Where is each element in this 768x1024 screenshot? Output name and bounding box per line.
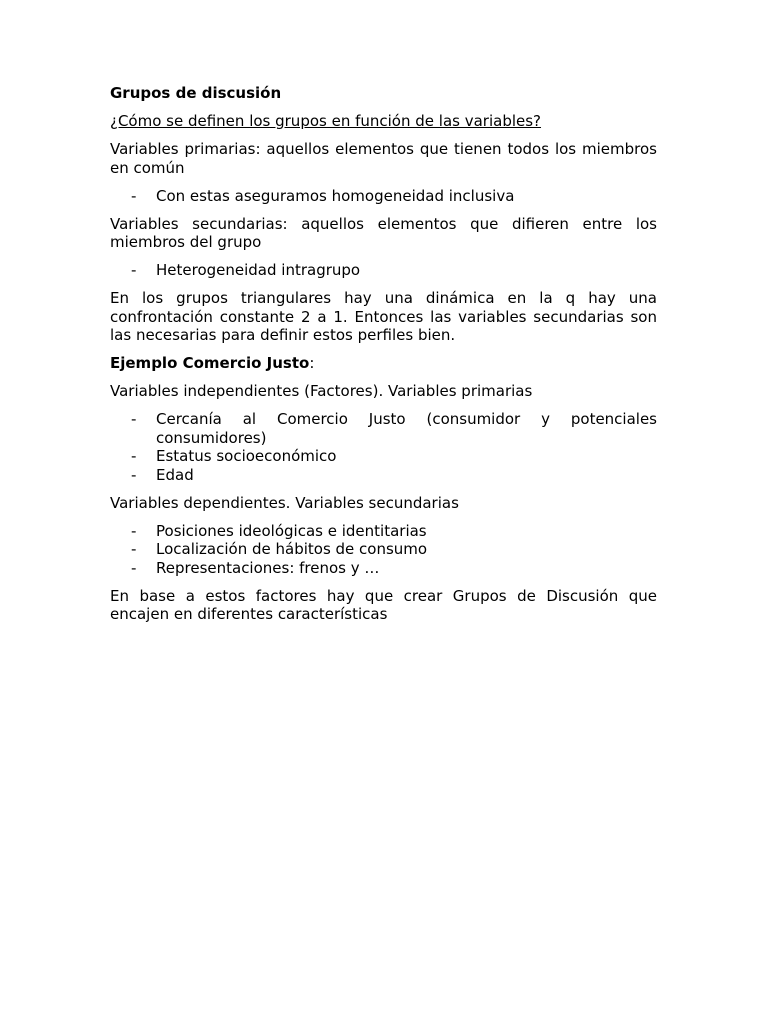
list-item [110, 522, 657, 541]
list-independientes [110, 410, 657, 484]
list-item-text: Cercanía al Comercio Justo (consumidor y potenciales consumidores) [156, 410, 657, 447]
section-question: ¿Cómo se definen los grupos en función de las variables? [110, 112, 542, 130]
dash-bullet: - [131, 410, 137, 428]
dash-bullet: - [131, 521, 137, 540]
list-secundarias [110, 261, 657, 280]
dash-bullet: - [131, 261, 137, 279]
dash-bullet: - [131, 465, 137, 484]
paragraph-variables-secundarias: Variables secundarias: aquellos elementos que difieren entre los miembros del grupo [110, 214, 657, 251]
ejemplo-heading [110, 354, 657, 373]
list-item [110, 410, 657, 447]
list-item [110, 559, 657, 578]
list-item-text: Con estas aseguramos homogeneidad inclusiva [156, 186, 515, 205]
list-item-text: Edad [156, 465, 194, 484]
list-item [110, 261, 657, 280]
list-item-text: Posiciones ideológicas e identitarias [156, 521, 427, 540]
paragraph-variables-primarias: Variables primarias: aquellos elementos que tienen todos los miembros en común [110, 140, 657, 177]
dash-bullet: - [131, 540, 137, 558]
document-page [110, 84, 657, 633]
paragraph-variables-independientes: Variables independientes (Factores). Variables primarias [110, 382, 533, 400]
list-item [110, 447, 657, 466]
paragraph-grupos-triangulares: En los grupos triangulares hay una dinámica en la q hay una confrontación constante 2 a 1. Entonces las variables secundarias son las necesarias para definir estos perfiles bien. [110, 289, 657, 344]
list-item [110, 187, 657, 206]
list-item-text: Representaciones: frenos y … [156, 558, 380, 577]
list-primarias [110, 187, 657, 206]
dash-bullet: - [131, 447, 137, 465]
dash-bullet: - [131, 186, 137, 205]
ejemplo-heading-colon: : [309, 354, 315, 372]
paragraph-conclusion: En base a estos factores hay que crear Grupos de Discusión que encajen en diferentes características [110, 586, 657, 623]
dash-bullet: - [131, 558, 137, 577]
list-item-text: Localización de hábitos de consumo [156, 540, 428, 558]
list-item-text: Estatus socioeconómico [156, 447, 337, 465]
ejemplo-heading-text: Ejemplo Comercio Justo [110, 354, 310, 372]
list-item [110, 540, 657, 559]
list-dependientes [110, 522, 657, 578]
list-item-text: Heterogeneidad intragrupo [156, 261, 361, 279]
list-item [110, 466, 657, 485]
paragraph-variables-dependientes: Variables dependientes. Variables secundarias [110, 493, 459, 512]
document-title: Grupos de discusión [110, 84, 282, 102]
